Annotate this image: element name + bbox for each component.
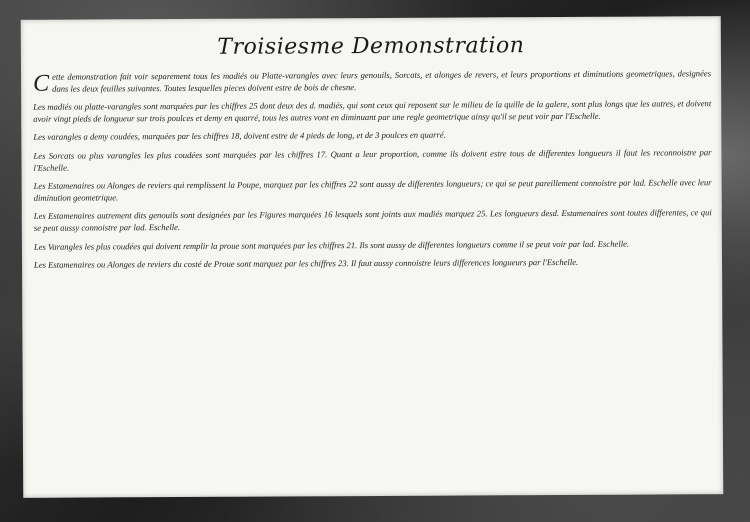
paragraph-estamenaires-proue: Les Estamenaires ou Alonges de reviers du costé de Proue sont marquez par les chiffres 23. Il faut aussy connoistre leurs differences longueurs par l'Eschelle. [34, 257, 579, 270]
paragraph-estamenaires-poupe: Les Estamenaires ou Alonges de reviers qui remplissent la Poupe, marquez par les chiffres 22 sont aussy de differentes longueurs; ce qui se peut pareillement connoistre par lad. Eschelle avec leur diminution geometrique. [33, 177, 712, 203]
paragraph-varangles-proue: Les Varangles les plus coudées qui doivent remplir la proue sont marquées par les chiffres 21. Ils sont aussy de differentes longueurs comme il se peut voir par lad. Eschelle. [33, 238, 630, 252]
paragraph-sorcats: Les Sorcats ou plus varangles les plus coudées sont marquées par les chiffres 17. Quant a leur proportion, comme ils doivent estre tous de differentes longueurs il faut les reconnoistre par l'Eschelle. [33, 147, 712, 173]
manuscript-sheet [21, 16, 723, 498]
document-body [33, 68, 712, 278]
paragraph-madies: Les madiés ou platte-varangles sont marquées par les chiffres 25 dont deux des d. madiés, qui sont ceux qui reposent sur le milieu de la quille de la galere, sont plus longs que les autres, et doivent avoir vingt pieds de longueur sur trois poulces et demy en quarré, tous les autres vont en diminuant par une regle geometrique ainsy qu'il se peut voir par l'Eschelle. [33, 98, 712, 124]
document-title: Troisiesme Demonstration [217, 33, 525, 60]
paragraph-estamenaires-genouils: Les Estamenaires autrement dits genouils sont designées par les Figures marquées 16 lesquels sont joints aux madiés marquez 25. Les longueurs desd. Estamenaires sont toutes differentes, ce qui se peut aussy connoistre par lad. Eschelle. [33, 207, 712, 233]
paragraph-intro [33, 68, 711, 95]
paragraph-varangles-demy: Les varangles a demy coudées, marquées par les chiffres 18, doivent estre de 4 pieds de long, et de 3 poulces en quarré. [33, 129, 446, 143]
drop-cap: C [33, 70, 50, 97]
paragraph-text: ette demonstration fait voir separement tous les madiés ou Platte-varangles avec leurs genouils, Sorcats, et alonges de revers, et leurs proportions et diminutions geometriques, designées dans les deux feuilles suivantes. Toutes lesquelles pieces doivent estre de bois de chesne. [52, 68, 712, 94]
